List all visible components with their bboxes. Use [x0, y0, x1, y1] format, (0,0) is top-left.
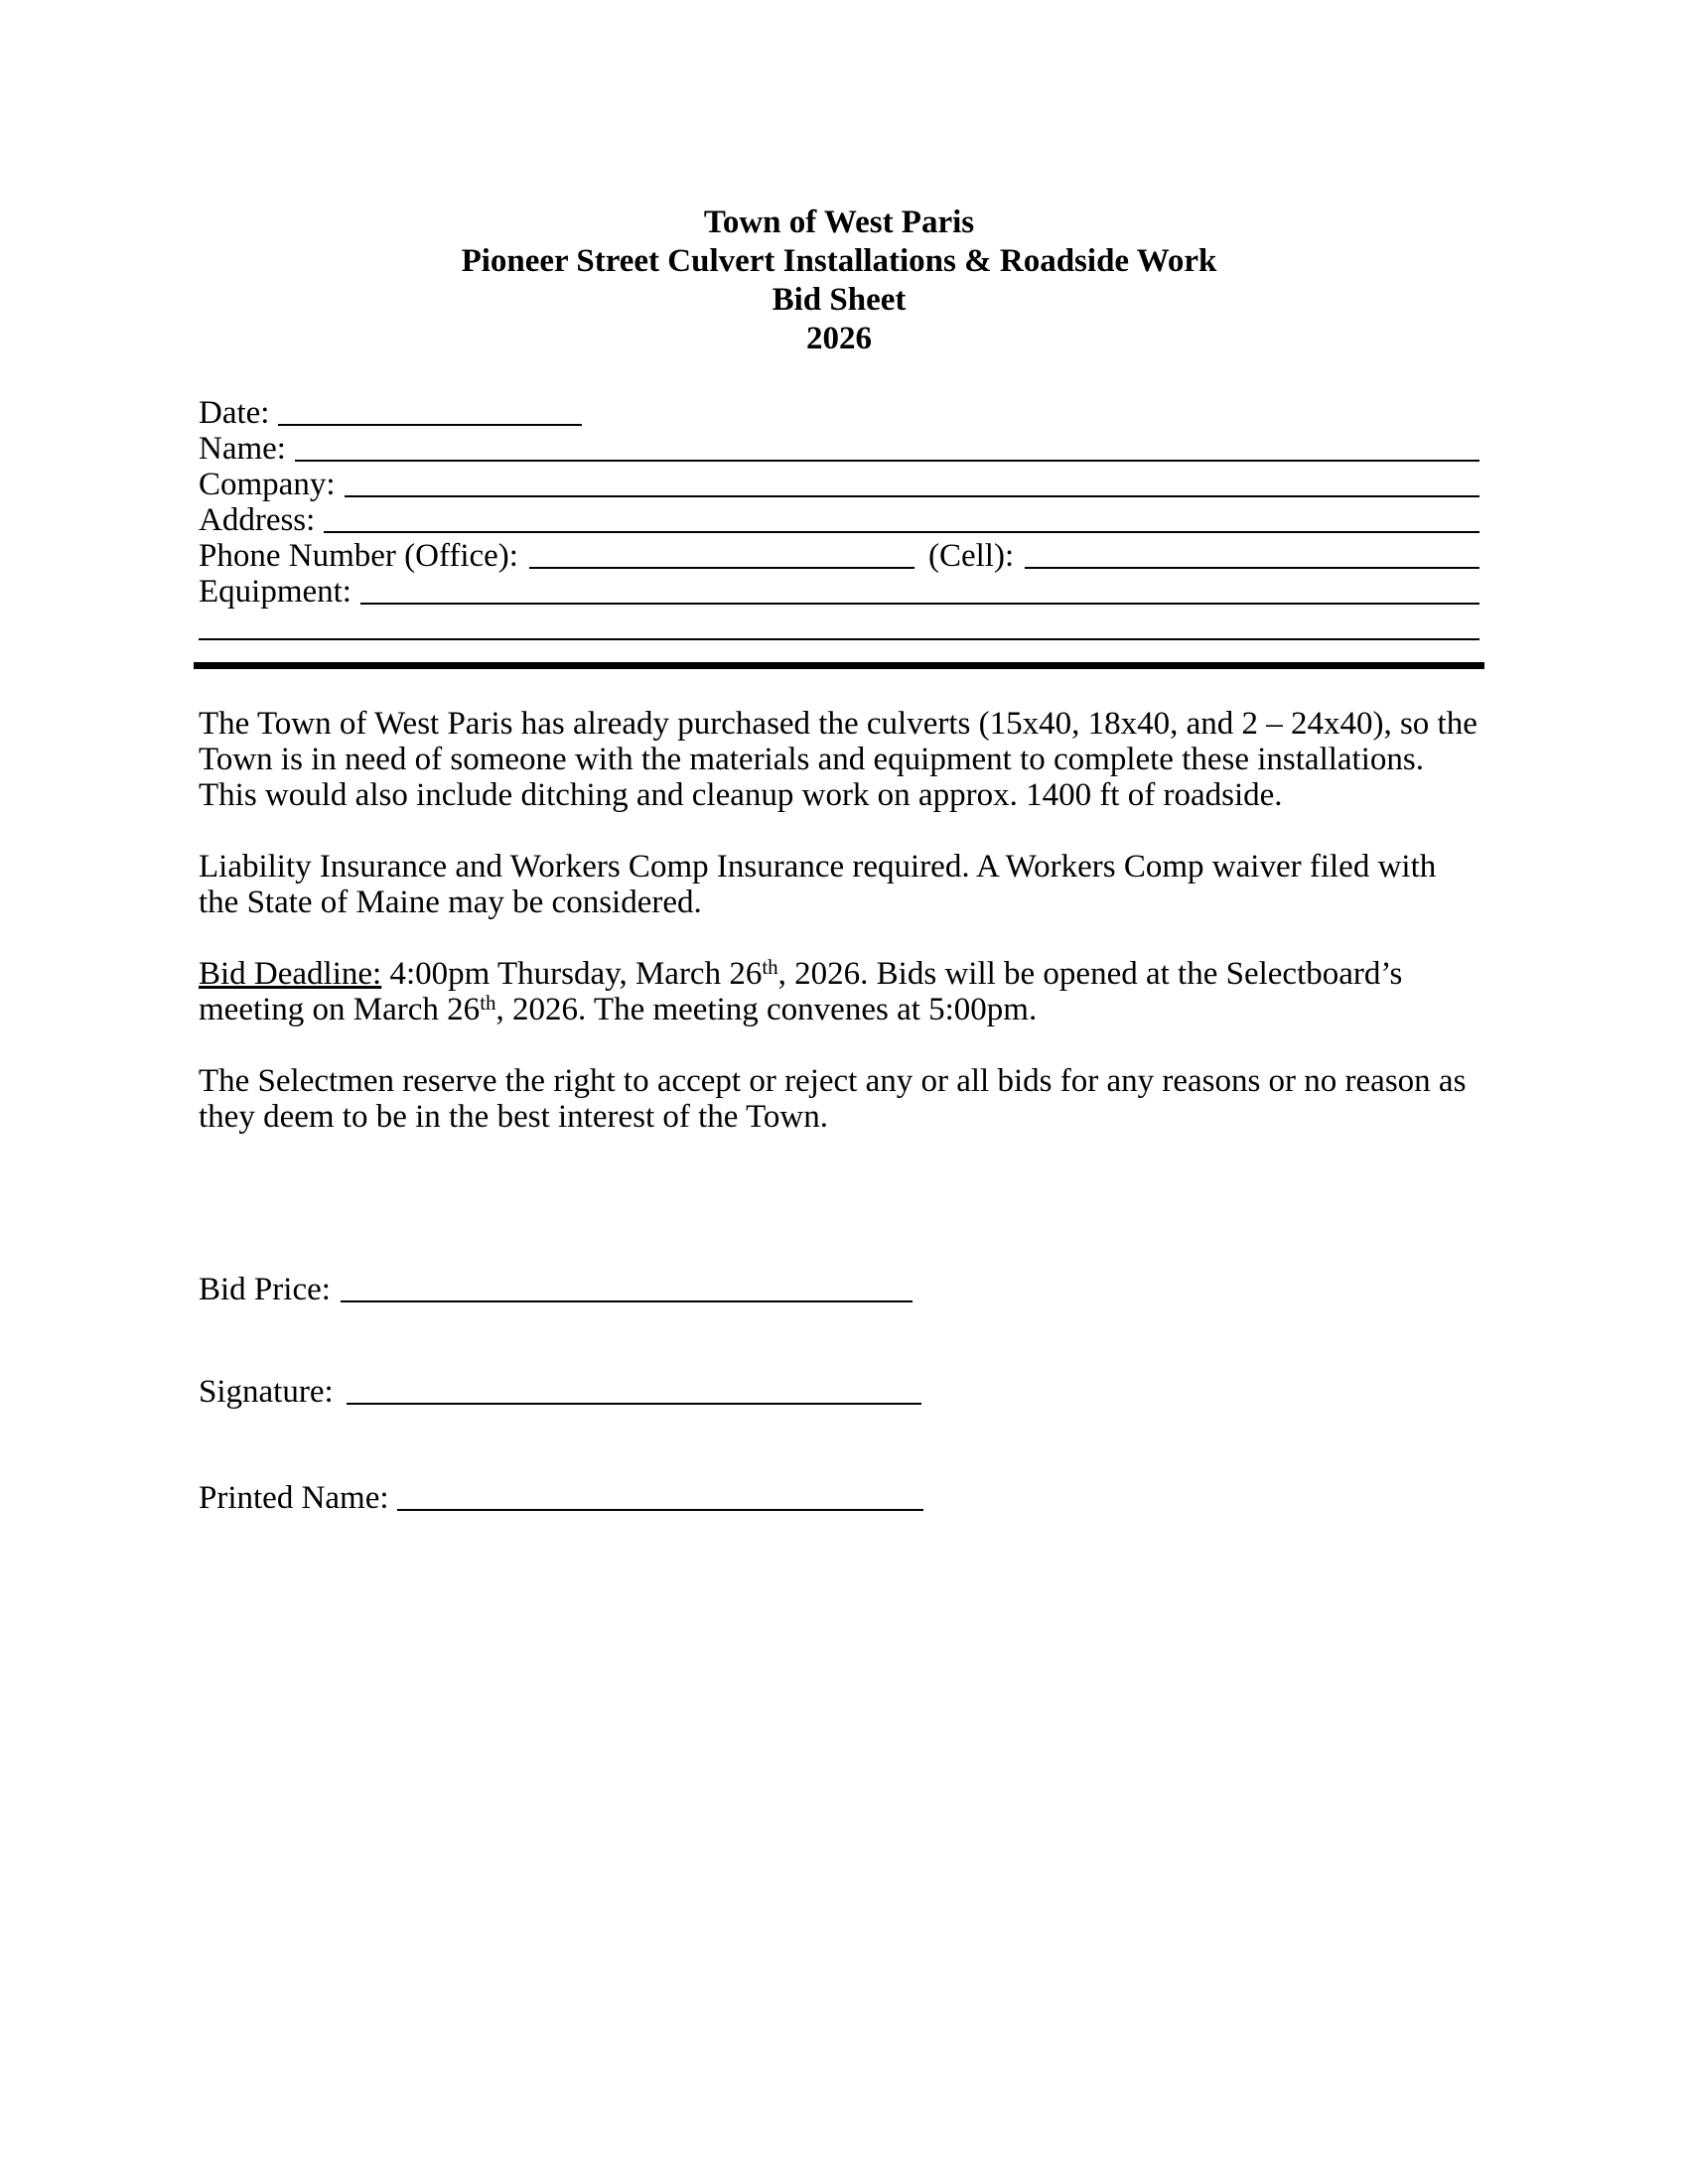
doc-title-project: Pioneer Street Culvert Installations & Roadside Work [461, 243, 1217, 279]
address-input-line[interactable] [324, 531, 1479, 533]
company-row [199, 467, 1479, 502]
paragraph-culverts: The Town of West Paris has already purchased the culverts (15x40, 18x40, and 2 – 24x40), so the Town is in need of someone with the materials and equipment to complete these installations. This would also include ditching and cleanup work on approx. 1400 ft of roadside. [199, 706, 1477, 813]
paragraph-insurance: Liability Insurance and Workers Comp Insurance required. A Workers Comp waiver filed with the State of Maine may be considered. [199, 849, 1437, 920]
paragraph-rights: The Selectmen reserve the right to accept or reject any or all bids for any reasons or no reason as they deem to be in the best interest of the Town. [199, 1063, 1467, 1135]
date-row [199, 395, 1479, 431]
equipment-label: Equipment: [199, 574, 352, 610]
bidder-info-form [199, 395, 1479, 645]
signature-label: Signature: [199, 1374, 334, 1410]
name-row [199, 431, 1479, 467]
bid-price-input-line[interactable] [341, 1300, 913, 1302]
name-label: Name: [199, 431, 286, 467]
paragraph-deadline [199, 956, 1479, 1027]
printed-name-input-line[interactable] [397, 1509, 923, 1511]
phone-cell-label: (Cell): [927, 538, 1015, 574]
doc-title-sheet: Bid Sheet [772, 282, 907, 318]
doc-title-town: Town of West Paris [703, 205, 975, 240]
signoff-section [199, 1272, 1479, 1516]
phone-row [199, 538, 1479, 574]
equipment-row [199, 574, 1479, 610]
company-input-line[interactable] [345, 495, 1480, 497]
name-input-line[interactable] [295, 460, 1479, 462]
bid-price-label: Bid Price: [199, 1272, 331, 1307]
signature-row [199, 1374, 1479, 1410]
date-input-line[interactable] [278, 424, 582, 426]
address-row [199, 502, 1479, 538]
equipment-continuation-line[interactable] [199, 638, 1479, 640]
bid-price-row [199, 1272, 1479, 1307]
equipment-input-line[interactable] [360, 603, 1479, 605]
document-body [199, 706, 1479, 1135]
deadline-text-3: , 2026. The meeting convenes at 5:00pm. [495, 992, 1038, 1027]
company-label: Company: [199, 467, 336, 502]
deadline-ordinal-2: th [480, 990, 496, 1015]
phone-cell-input-line[interactable] [1025, 567, 1479, 569]
bid-deadline-label: Bid Deadline: [199, 956, 382, 992]
section-divider [194, 662, 1484, 669]
address-label: Address: [199, 502, 316, 538]
printed-name-row [199, 1480, 1479, 1516]
deadline-ordinal-1: th [762, 954, 778, 979]
printed-name-label: Printed Name: [199, 1480, 389, 1516]
deadline-text-2: , 2026. Bids will be opened at the Selectboard’s meeting on March 26 [199, 956, 1403, 1027]
date-label: Date: [199, 395, 270, 431]
phone-office-input-line[interactable] [529, 567, 914, 569]
deadline-text-1: 4:00pm Thursday, March 26 [381, 956, 763, 992]
doc-title-year: 2026 [806, 321, 872, 356]
equipment-continuation-row [199, 610, 1479, 645]
phone-office-label: Phone Number (Office): [199, 538, 518, 574]
document-header [199, 204, 1479, 358]
signature-input-line[interactable] [347, 1403, 921, 1405]
